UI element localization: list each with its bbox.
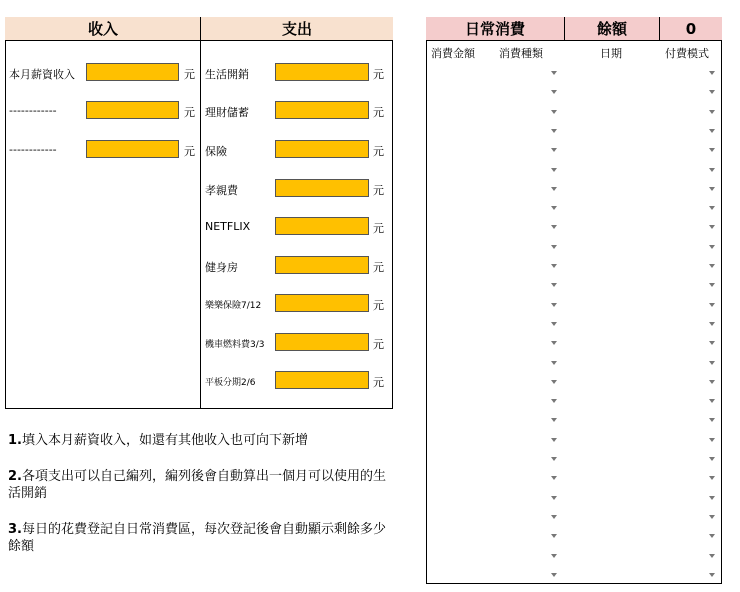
unit-label: 元 bbox=[373, 222, 384, 235]
expense-input-gym[interactable] bbox=[275, 256, 369, 274]
note-text: 填入本月薪資收入，如還有其他收入也可向下新增 bbox=[21, 433, 308, 448]
category-dropdown-icon[interactable] bbox=[551, 110, 557, 114]
expense-input-insurance[interactable] bbox=[275, 140, 369, 158]
expense-header: 支出 bbox=[201, 17, 393, 41]
unit-label: 元 bbox=[373, 184, 384, 197]
note-3 bbox=[8, 521, 388, 555]
expense-input-scooter-fuel[interactable] bbox=[275, 333, 369, 351]
category-dropdown-icon[interactable] bbox=[551, 129, 557, 133]
payment-dropdown-icon[interactable] bbox=[709, 418, 715, 422]
expense-input-tablet-installment[interactable] bbox=[275, 371, 369, 389]
category-dropdown-icon[interactable] bbox=[551, 361, 557, 365]
note-text: 每日的花費登記自日常消費區，每次登記後會自動顯示剩餘多少餘額 bbox=[8, 522, 386, 554]
balance-value: 0 bbox=[660, 17, 722, 41]
payment-dropdown-icon[interactable] bbox=[709, 225, 715, 229]
category-dropdown-icon[interactable] bbox=[551, 438, 557, 442]
category-dropdown-icon[interactable] bbox=[551, 303, 557, 307]
category-dropdown-icon[interactable] bbox=[551, 322, 557, 326]
category-dropdown-icon[interactable] bbox=[551, 534, 557, 538]
unit-label: 元 bbox=[184, 106, 195, 119]
unit-label: 元 bbox=[373, 68, 384, 81]
category-dropdown-icon[interactable] bbox=[551, 380, 557, 384]
payment-dropdown-icon[interactable] bbox=[709, 245, 715, 249]
category-dropdown-icon[interactable] bbox=[551, 71, 557, 75]
payment-dropdown-icon[interactable] bbox=[709, 322, 715, 326]
category-dropdown-icon[interactable] bbox=[551, 573, 557, 577]
payment-dropdown-icon[interactable] bbox=[709, 496, 715, 500]
category-dropdown-icon[interactable] bbox=[551, 187, 557, 191]
unit-label: 元 bbox=[373, 145, 384, 158]
payment-dropdown-icon[interactable] bbox=[709, 303, 715, 307]
expense-input-lele-insurance[interactable] bbox=[275, 294, 369, 312]
payment-dropdown-icon[interactable] bbox=[709, 110, 715, 114]
payment-dropdown-icon[interactable] bbox=[709, 515, 715, 519]
income-label-extra-1: ------------ bbox=[9, 104, 57, 117]
unit-label: 元 bbox=[373, 261, 384, 274]
column-divider bbox=[200, 17, 201, 409]
daily-expense-table bbox=[426, 17, 722, 584]
payment-dropdown-icon[interactable] bbox=[709, 534, 715, 538]
payment-dropdown-icon[interactable] bbox=[709, 361, 715, 365]
payment-dropdown-icon[interactable] bbox=[709, 187, 715, 191]
category-dropdown-icon[interactable] bbox=[551, 225, 557, 229]
note-number: 3. bbox=[8, 522, 22, 537]
note-1 bbox=[8, 432, 388, 449]
daily-title: 日常消費 bbox=[426, 17, 564, 41]
category-dropdown-icon[interactable] bbox=[551, 168, 557, 172]
expense-label-gym: 健身房 bbox=[205, 261, 238, 274]
payment-dropdown-icon[interactable] bbox=[709, 438, 715, 442]
unit-label: 元 bbox=[184, 68, 195, 81]
expense-label-lele-insurance: 樂樂保險7/12 bbox=[205, 301, 262, 311]
note-2 bbox=[8, 468, 388, 502]
income-header: 收入 bbox=[5, 17, 201, 41]
expense-input-living[interactable] bbox=[275, 63, 369, 81]
category-dropdown-icon[interactable] bbox=[551, 245, 557, 249]
income-label-extra-2: ------------ bbox=[9, 143, 57, 156]
category-dropdown-icon[interactable] bbox=[551, 399, 557, 403]
expense-input-savings[interactable] bbox=[275, 101, 369, 119]
expense-label-insurance: 保險 bbox=[205, 145, 227, 158]
category-dropdown-icon[interactable] bbox=[551, 341, 557, 345]
payment-dropdown-icon[interactable] bbox=[709, 206, 715, 210]
note-number: 1. bbox=[8, 433, 22, 448]
category-dropdown-icon[interactable] bbox=[551, 418, 557, 422]
category-dropdown-icon[interactable] bbox=[551, 476, 557, 480]
unit-label: 元 bbox=[184, 145, 195, 158]
category-dropdown-icon[interactable] bbox=[551, 148, 557, 152]
expense-label-netflix: NETFLIX bbox=[205, 220, 251, 233]
category-dropdown-icon[interactable] bbox=[551, 264, 557, 268]
payment-dropdown-icon[interactable] bbox=[709, 148, 715, 152]
expense-input-netflix[interactable] bbox=[275, 217, 369, 235]
category-dropdown-icon[interactable] bbox=[551, 457, 557, 461]
income-input-extra-1[interactable] bbox=[86, 101, 179, 119]
category-dropdown-icon[interactable] bbox=[551, 206, 557, 210]
income-input-salary[interactable] bbox=[86, 63, 179, 81]
payment-dropdown-icon[interactable] bbox=[709, 399, 715, 403]
payment-dropdown-icon[interactable] bbox=[709, 264, 715, 268]
payment-dropdown-icon[interactable] bbox=[709, 129, 715, 133]
expense-label-living: 生活開銷 bbox=[205, 68, 249, 81]
payment-dropdown-icon[interactable] bbox=[709, 71, 715, 75]
payment-dropdown-icon[interactable] bbox=[709, 168, 715, 172]
category-dropdown-icon[interactable] bbox=[551, 283, 557, 287]
expense-label-savings: 理財儲蓄 bbox=[205, 106, 249, 119]
category-dropdown-icon[interactable] bbox=[551, 554, 557, 558]
unit-label: 元 bbox=[373, 376, 384, 389]
category-dropdown-icon[interactable] bbox=[551, 496, 557, 500]
income-label-salary: 本月薪資收入 bbox=[9, 68, 75, 81]
category-dropdown-icon[interactable] bbox=[551, 515, 557, 519]
column-header-category[interactable]: 消費種類 bbox=[499, 47, 543, 60]
expense-label-parents: 孝親費 bbox=[205, 184, 238, 197]
unit-label: 元 bbox=[373, 299, 384, 312]
expense-label-scooter-fuel: 機車燃料費3/3 bbox=[205, 340, 265, 350]
payment-dropdown-icon[interactable] bbox=[709, 380, 715, 384]
payment-dropdown-icon[interactable] bbox=[709, 573, 715, 577]
column-header-amount: 消費金額 bbox=[431, 47, 475, 60]
balance-label: 餘額 bbox=[565, 17, 659, 41]
unit-label: 元 bbox=[373, 106, 384, 119]
column-header-payment[interactable]: 付費模式 bbox=[665, 47, 709, 60]
note-text: 各項支出可以自己編列，編列後會自動算出一個月可以使用的生活開銷 bbox=[8, 469, 386, 501]
payment-dropdown-icon[interactable] bbox=[709, 457, 715, 461]
payment-dropdown-icon[interactable] bbox=[709, 90, 715, 94]
payment-dropdown-icon[interactable] bbox=[709, 341, 715, 345]
payment-dropdown-icon[interactable] bbox=[709, 554, 715, 558]
expense-label-tablet-installment: 平板分期2/6 bbox=[205, 378, 256, 388]
expense-input-parents[interactable] bbox=[275, 179, 369, 197]
note-number: 2. bbox=[8, 469, 22, 484]
unit-label: 元 bbox=[373, 338, 384, 351]
payment-dropdown-icon[interactable] bbox=[709, 476, 715, 480]
category-dropdown-icon[interactable] bbox=[551, 90, 557, 94]
payment-dropdown-icon[interactable] bbox=[709, 283, 715, 287]
column-header-date: 日期 bbox=[600, 47, 622, 60]
income-input-extra-2[interactable] bbox=[86, 140, 179, 158]
